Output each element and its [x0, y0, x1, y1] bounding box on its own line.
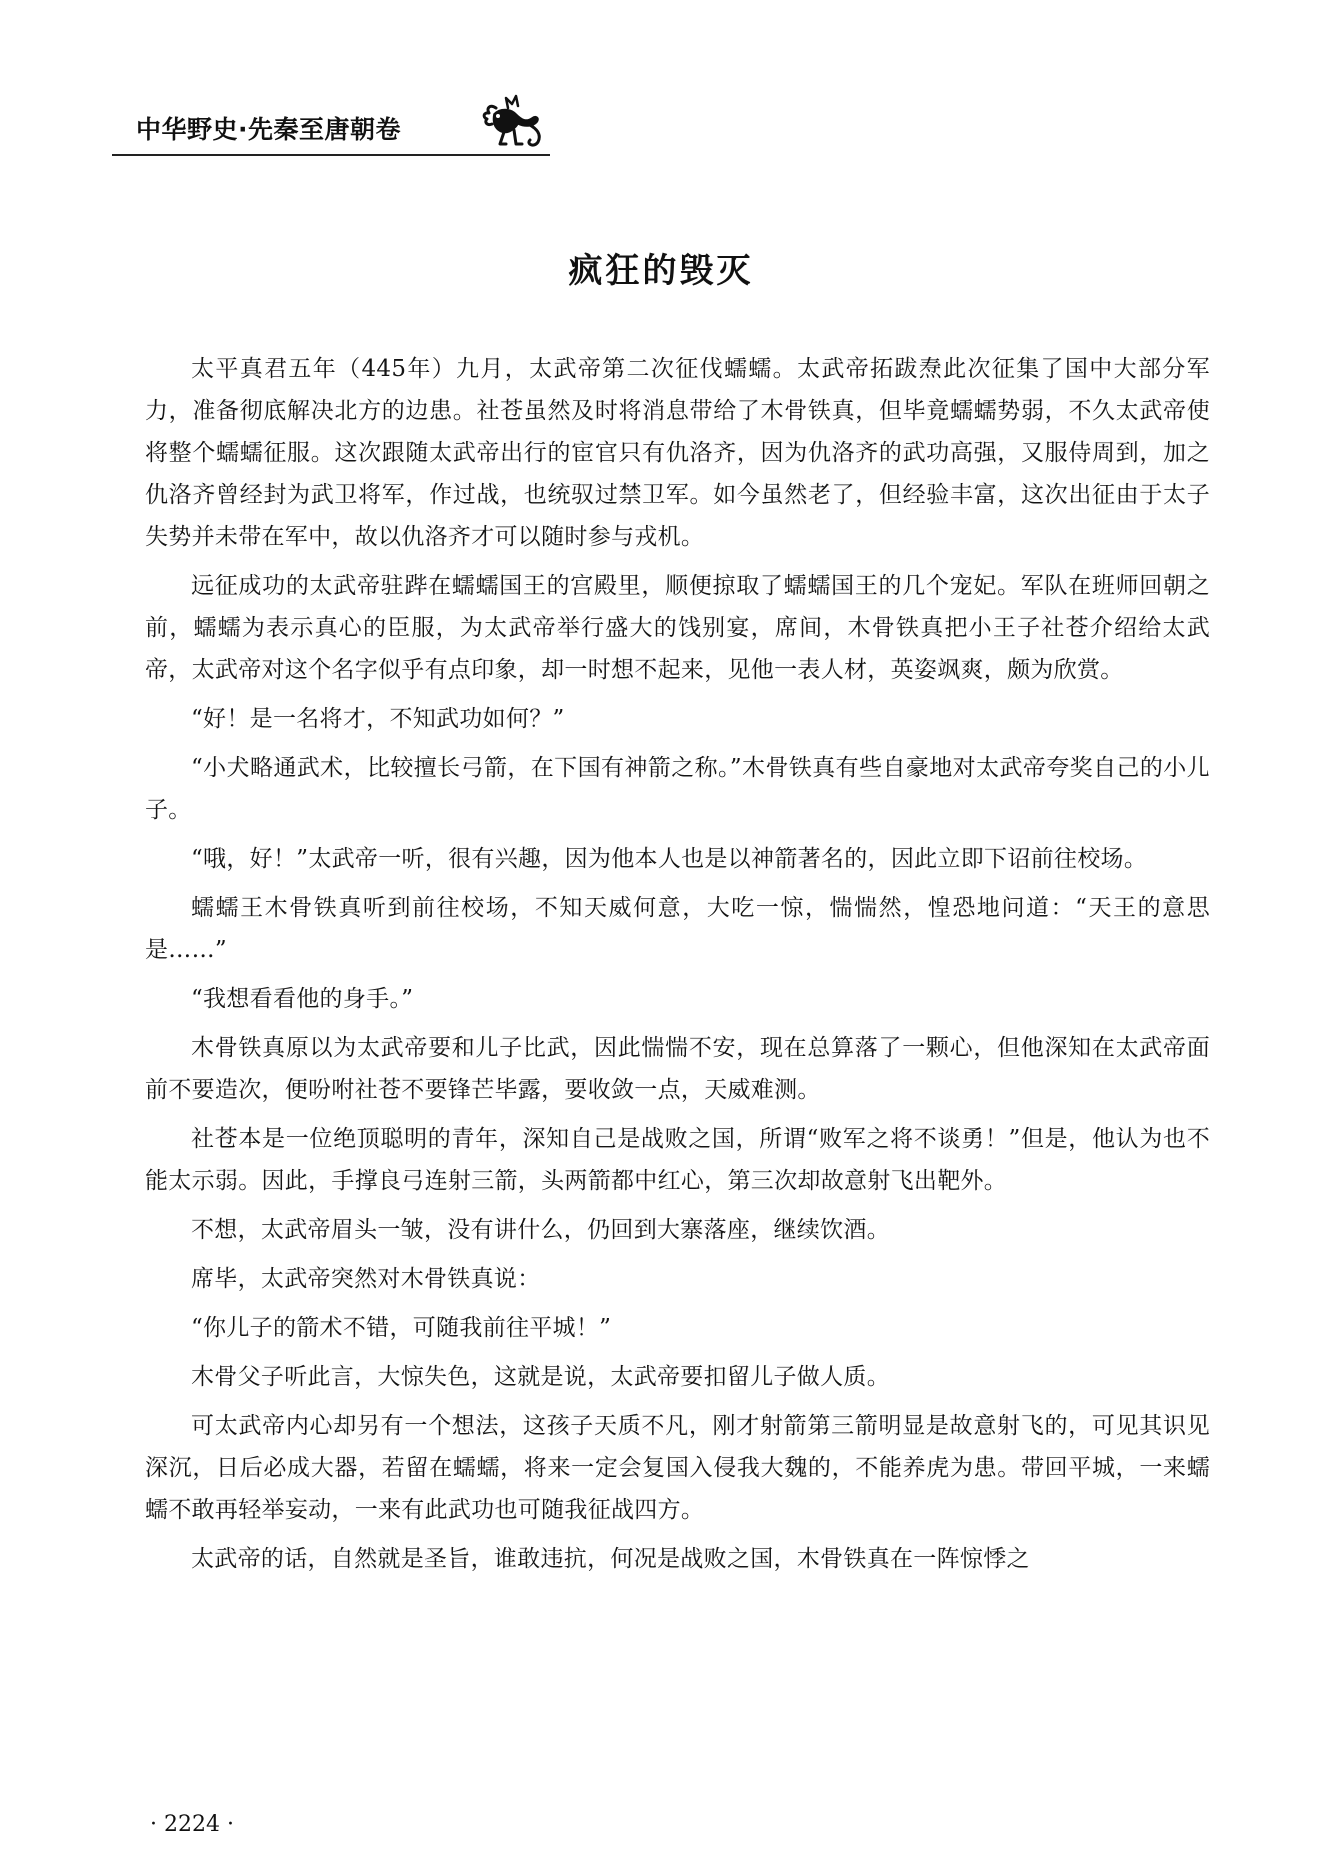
paragraph: 社苍本是一位绝顶聪明的青年，深知自己是战败之国，所谓“败军之将不谈勇！”但是，他认为也不能太示弱。因此，手撑良弓连射三箭，头两箭都中红心，第三次却故意射飞出靶外。	[145, 1126, 1210, 1194]
paragraph: 不想，太武帝眉头一皱，没有讲什么，仍回到大寨落座，继续饮酒。	[191, 1217, 890, 1243]
paragraph: “好！是一名将才，不知武功如何？”	[191, 706, 565, 732]
dragon-emblem-icon	[476, 94, 550, 152]
book-title: 中华野史·先秦至唐朝卷	[136, 115, 401, 144]
body-text	[145, 348, 1210, 1587]
chapter-title: 疯狂的毁灭	[568, 251, 754, 291]
paragraph: 可太武帝内心却另有一个想法，这孩子天质不凡，刚才射箭第三箭明显是故意射飞的，可见其识见深沉，日后必成大器，若留在蠕蠕，将来一定会复国入侵我大魏的，不能养虎为患。带回平城，一来蠕蠕不敢再轻举妄动，一来有此武功也可随我征战四方。	[145, 1413, 1210, 1523]
paragraph: “哦，好！”太武帝一听，很有兴趣，因为他本人也是以神箭著名的，因此立即下诏前往校场。	[191, 846, 1148, 872]
paragraph: 太平真君五年（445年）九月，太武帝第二次征伐蠕蠕。太武帝拓跋焘此次征集了国中大部分军力，准备彻底解决北方的边患。社苍虽然及时将消息带给了木骨铁真，但毕竟蠕蠕势弱，不久太武帝使将整个蠕蠕征服。这次跟随太武帝出行的宦官只有仇洛齐，因为仇洛齐的武功高强，又服侍周到，加之仇洛齐曾经封为武卫将军，作过战，也统驭过禁卫军。如今虽然老了，但经验丰富，这次出征由于太子失势并未带在军中，故以仇洛齐才可以随时参与戎机。	[145, 356, 1210, 550]
paragraph: “小犬略通武术，比较擅长弓箭，在下国有神箭之称。”木骨铁真有些自豪地对太武帝夸奖自己的小儿子。	[145, 755, 1210, 823]
paragraph: 远征成功的太武帝驻跸在蠕蠕国王的宫殿里，顺便掠取了蠕蠕国王的几个宠妃。军队在班师回朝之前，蠕蠕为表示真心的臣服，为太武帝举行盛大的饯别宴，席间，木骨铁真把小王子社苍介绍给太武帝，太武帝对这个名字似乎有点印象，却一时想不起来，见他一表人材，英姿飒爽，颇为欣赏。	[145, 573, 1210, 683]
header-rule	[112, 154, 550, 156]
paragraph: 木骨铁真原以为太武帝要和儿子比武，因此惴惴不安，现在总算落了一颗心，但他深知在太武帝面前不要造次，便吩咐社苍不要锋芒毕露，要收敛一点，天威难测。	[145, 1035, 1210, 1103]
paragraph: 蠕蠕王木骨铁真听到前往校场，不知天威何意，大吃一惊，惴惴然，惶恐地问道：“天王的意思是……”	[145, 895, 1210, 963]
paragraph: 木骨父子听此言，大惊失色，这就是说，太武帝要扣留儿子做人质。	[191, 1364, 890, 1390]
paragraph: 席毕，太武帝突然对木骨铁真说：	[191, 1266, 541, 1292]
paragraph: “我想看看他的身手。”	[191, 986, 414, 1012]
paragraph: 太武帝的话，自然就是圣旨，谁敢违抗，何况是战败之国，木骨铁真在一阵惊悸之	[191, 1546, 1030, 1572]
page-number: · 2224 ·	[150, 1812, 234, 1837]
running-header	[112, 86, 550, 158]
paragraph: “你儿子的箭术不错，可随我前往平城！”	[191, 1315, 612, 1341]
